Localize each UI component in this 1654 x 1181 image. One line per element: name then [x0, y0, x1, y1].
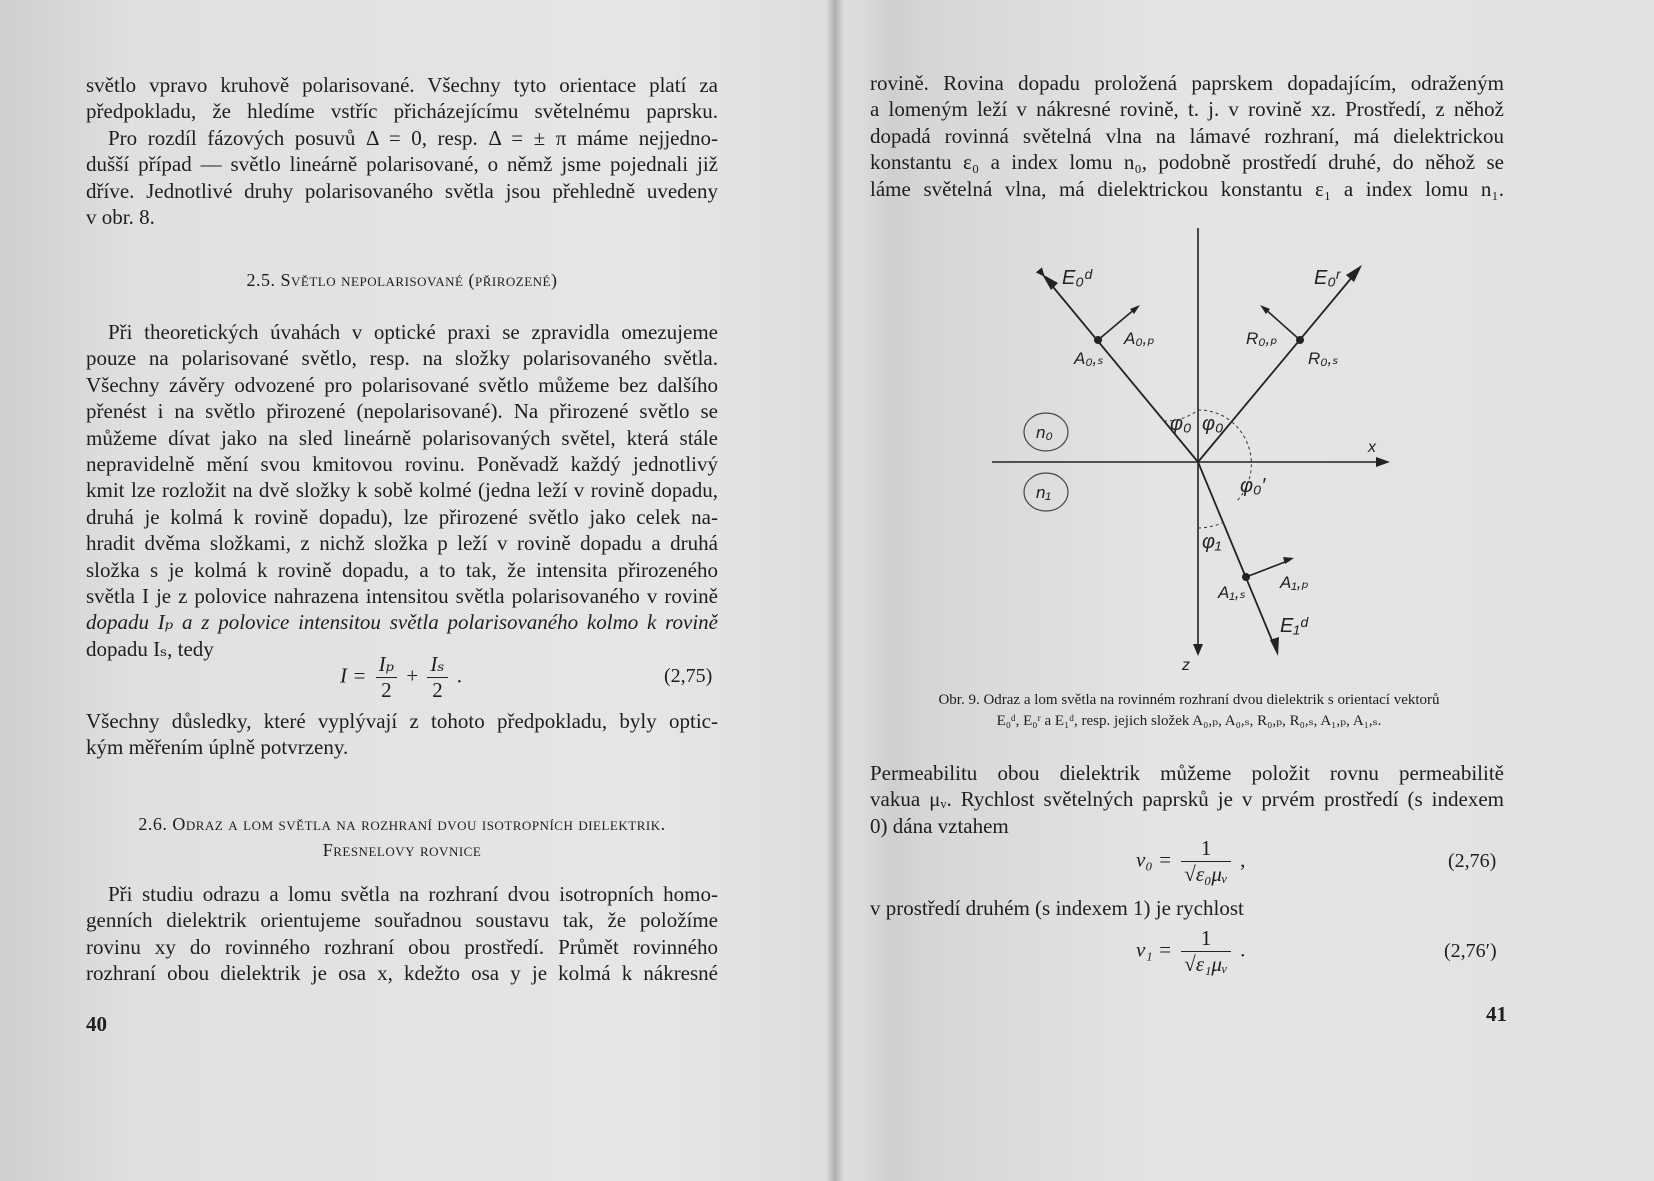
- label-a0s: A₀,ₛ: [1074, 349, 1104, 368]
- text-line: Všechny důsledky, které vyplývají z tohoto předpokladu, byly optic-: [86, 709, 718, 733]
- text-line: světlo vpravo kruhově polarisované. Všechny tyto orientace platí za: [86, 73, 718, 97]
- text-line: Permeabilitu obou dielektrik můžeme položit rovnu permeabilitě: [870, 761, 1504, 785]
- label-phi0-prime: φ₀′: [1240, 475, 1266, 497]
- r0s-dot: [1296, 336, 1304, 344]
- text-line: konstantu ε₀ a index lomu n₀, podobně prostředí druhé, do něhož se: [870, 150, 1504, 175]
- text-line: předpokladu, že hledíme vstříc přicházejícímu světelnému paprsku.: [86, 99, 718, 124]
- equation-2-76: v₀ = $\frac{1}{\text{√ε₀μᵥ}}$ ,: [1136, 836, 1246, 886]
- text-line: přenést i na světlo přirozené (nepolarisované). Na přirozené světlo se: [86, 399, 718, 424]
- text-line: dopadu Iₛ, tedy: [86, 636, 214, 661]
- reflected-arrowhead: [1346, 265, 1362, 282]
- second-medium-line: v prostředí druhém (s indexem 1) je rychlost: [870, 896, 1244, 920]
- a0s-dot: [1094, 336, 1102, 344]
- section-heading-2-6: 2.6. Odraz a lom světla na rozhraní dvou isotropních dielektrik. Fresnelovy rovnice: [138, 814, 666, 860]
- a1p-arrowhead: [1283, 557, 1294, 564]
- reflection-refraction-diagram: [974, 220, 1404, 680]
- incident-arrowhead: [1042, 274, 1058, 290]
- fraction: $\frac{\text{Iₛ}}{2}$: [427, 652, 447, 703]
- page-number-left: 40: [86, 1012, 107, 1036]
- text-line: kým měřením úplně potvrzeny.: [86, 735, 349, 760]
- label-e0r: E₀ʳ: [1314, 267, 1341, 289]
- text-line: Všechny závěry odvozené pro polarisované světlo můžeme bez dalšího: [86, 372, 718, 397]
- text-line: rovinu xy do rovinného rozhraní obou prostředí. Průmět rovinného: [86, 934, 718, 959]
- text-line: můžeme dívat jako na sled lineárně polarisovaných světel, která stále: [86, 425, 718, 450]
- left-page: [0, 0, 826, 1181]
- label-phi1: φ₁: [1202, 531, 1222, 553]
- text-line: genních dielektrik orientujeme souřadnou soustavu tak, že položíme: [86, 908, 718, 933]
- text-line: Při theoretických úvahách v optické praxi se zpravidla omezujeme: [108, 320, 718, 344]
- label-e1d: E₁ᵈ: [1280, 615, 1308, 637]
- book-gutter: [826, 0, 844, 1181]
- a1s-dot: [1242, 573, 1250, 581]
- label-a1s: A₁,ₛ: [1218, 583, 1246, 602]
- label-a1p: A₁,ₚ: [1280, 573, 1309, 592]
- after-equation-paragraph: [86, 708, 718, 761]
- label-x: x: [1368, 439, 1376, 456]
- section-heading-2-5: 2.5. Světlo nepolarisované (přirozené): [246, 270, 558, 290]
- text-line: dopadá rovinná světelná vlna na lámavé rozhraní, má dielektrickou: [870, 123, 1504, 148]
- text-line: Pro rozdíl fázových posuvů Δ = 0, resp. Δ = ± π máme nejjedno-: [108, 125, 718, 150]
- permeability-paragraph: [870, 760, 1504, 839]
- fraction: $\frac{\text{Iₚ}}{2}$: [376, 652, 397, 703]
- label-r0s: R₀,ₛ: [1308, 349, 1339, 368]
- text-line: v obr. 8.: [86, 205, 155, 230]
- text-line: láme světelná vlna, má dielektrickou konstantu ε₁ a index lomu n₁.: [870, 176, 1504, 201]
- equation-number: (2,75): [664, 665, 713, 687]
- text-line: rovině. Rovina dopadu proložená paprskem dopadajícím, odraženým: [870, 71, 1504, 95]
- label-phi0-left: φ₀: [1170, 413, 1192, 435]
- label-n1: n₁: [1036, 483, 1051, 502]
- label-z: z: [1182, 657, 1190, 674]
- right-page: [844, 0, 1654, 1181]
- figure-caption: Obr. 9. Odraz a lom světla na rovinném rozhraní dvou dielektrik s orientací vektorů E₀ᵈ, E₀ʳ a E₁ᵈ, resp. jejich složek A₀,ₚ, A₀,ₛ, R₀,ₚ, R₀,ₛ, A₁,ₚ, A₁,ₛ.: [938, 692, 1440, 729]
- label-r0p: R₀,ₚ: [1246, 329, 1278, 348]
- fraction: $\frac{1}{\text{√ε₁μᵥ}}$: [1181, 926, 1231, 977]
- text-line: dušší případ — světlo lineárně polarisované, o němž jsme pojednali již: [86, 152, 718, 177]
- angle-arc-refracted: [1198, 523, 1222, 528]
- text-line: nepravidelně mění svou kmitovou rovinu. Poněvadž každý jednotlivý: [86, 452, 718, 477]
- label-e0d: E₀ᵈ: [1062, 267, 1092, 289]
- section-2-6-paragraph: [86, 881, 718, 987]
- page-number-right: 41: [1486, 1002, 1507, 1026]
- equation-2-76-prime: v₁ = $\frac{1}{\text{√ε₁μᵥ}}$ .: [1136, 926, 1246, 976]
- section-2-5-paragraph: [86, 319, 718, 662]
- text-line: dopadu Iₚ a z polovice intensitou světla polarisovaného kolmo k rovině: [86, 610, 718, 635]
- text-line: a lomeným leží v nákresné rovině, t. j. v rovině xz. Prostředí, z něhož: [870, 97, 1504, 122]
- text-line: hradit dvěma složkami, z nichž složka p leží v rovině dopadu a druhá: [86, 531, 718, 556]
- text-line: pouze na polarisované světlo, resp. na složky polarisovaného světla.: [86, 346, 718, 371]
- fraction: $\frac{1}{\text{√ε₀μᵥ}}$: [1181, 836, 1231, 887]
- label-phi0-right: φ₀: [1202, 413, 1224, 435]
- x-axis-arrowhead: [1376, 457, 1390, 467]
- equation-number: (2,76): [1448, 850, 1497, 872]
- right-top-paragraph: [870, 70, 1504, 202]
- equation-number: (2,76′): [1444, 940, 1497, 962]
- text-line: světla I je z polovice nahrazena intensitou světla polarisovaného v rovině: [86, 584, 718, 609]
- label-a0p: A₀,ₚ: [1124, 329, 1155, 348]
- text-line: dříve. Jednotlivé druhy polarisovaného světla jsou přehledně uvedeny: [86, 178, 718, 203]
- text-line: druhá je kolmá k rovině dopadu), lze přirozené světlo jako celek na-: [86, 504, 718, 529]
- text-line: rozhraní obou dielektrik je osa x, kdežto osa y je kolmá k nákresné: [86, 961, 718, 986]
- equation-2-75: I = $\frac{\text{Iₚ}}{2}$ + $\frac{\text{Iₛ}}{2}$ .: [340, 652, 462, 702]
- left-top-paragraph: [86, 72, 718, 230]
- text-line: kmit lze rozložit na dvě složky k sobě kolmé (jedna leží v rovině dopadu,: [86, 478, 718, 503]
- text-line: 0) dána vztahem: [870, 813, 1009, 838]
- z-axis-arrowhead: [1193, 644, 1203, 656]
- text-line: složka s je kolmá k rovině dopadu, a to tak, že intensita přirozeného: [86, 557, 718, 582]
- text-line: Při studiu odrazu a lomu světla na rozhraní dvou isotropních homo-: [108, 882, 718, 906]
- refracted-arrowhead: [1270, 637, 1279, 656]
- label-n0: n₀: [1036, 423, 1053, 442]
- text-line: vakua μᵥ. Rychlost světelných paprsků je v prvém prostředí (s indexem: [870, 787, 1504, 812]
